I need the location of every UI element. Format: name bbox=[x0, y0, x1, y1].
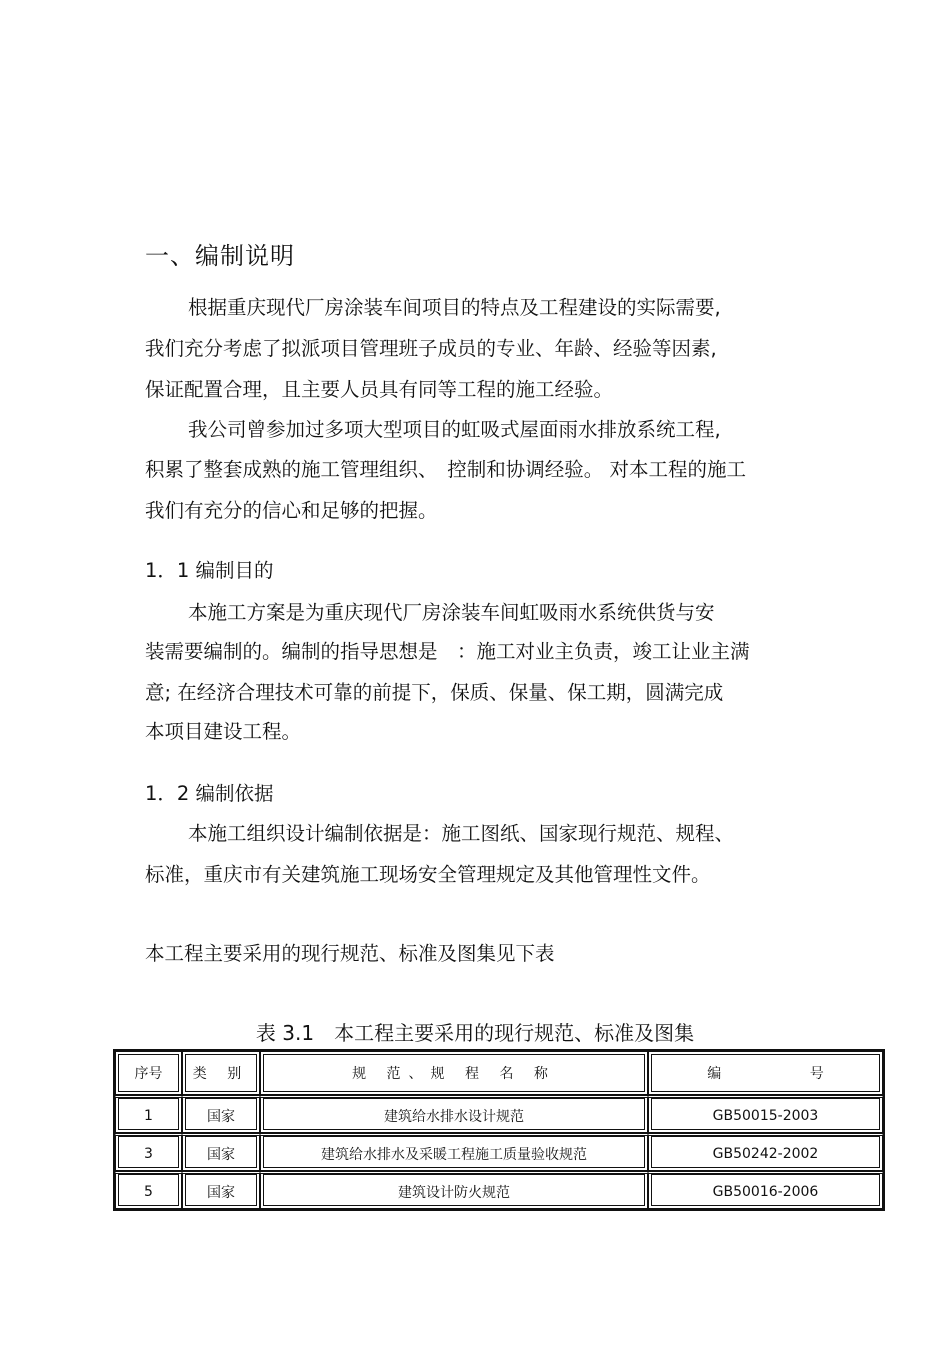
intro-p1-line-3: 保证配置合理，且主要人员具有同等工程的施工经验。 bbox=[145, 378, 614, 401]
cell-serial: 5 bbox=[115, 1171, 182, 1209]
table-row bbox=[115, 1171, 883, 1209]
purpose-line-1: 本施工方案是为重庆现代厂房涂装车间虹吸雨水系统供货与安 bbox=[188, 601, 715, 624]
header-standard-name: 规 范、规 程 名 称 bbox=[260, 1051, 648, 1095]
cell-code: GB50016-2006 bbox=[648, 1171, 883, 1209]
purpose-line-2: 装需要编制的。编制的指导思想是 ：施工对业主负责，竣工让业主满 bbox=[145, 640, 750, 663]
table-row bbox=[115, 1095, 883, 1133]
header-category: 类 别 bbox=[182, 1051, 260, 1095]
intro-p2-line-3: 我们有充分的信心和足够的把握。 bbox=[145, 499, 438, 522]
cell-category: 国家 bbox=[182, 1171, 260, 1209]
section-title: 一、编制说明 bbox=[145, 242, 295, 270]
cell-standard-name: 建筑设计防火规范 bbox=[260, 1171, 648, 1209]
header-serial: 序号 bbox=[115, 1051, 182, 1095]
cell-serial: 1 bbox=[115, 1095, 182, 1133]
cell-category: 国家 bbox=[182, 1095, 260, 1133]
cell-serial: 3 bbox=[115, 1133, 182, 1171]
cell-code: GB50242-2002 bbox=[648, 1133, 883, 1171]
basis-line-1: 本施工组织设计编制依据是：施工图纸、国家现行规范、规程、 bbox=[188, 822, 735, 845]
header-code: 编 号 bbox=[648, 1051, 883, 1095]
table-caption: 表 3.1 本工程主要采用的现行规范、标准及图集 bbox=[255, 1021, 695, 1045]
standards-table bbox=[113, 1049, 885, 1211]
cell-standard-name: 建筑给水排水设计规范 bbox=[260, 1095, 648, 1133]
cell-code: GB50015-2003 bbox=[648, 1095, 883, 1133]
purpose-line-3: 意; 在经济合理技术可靠的前提下，保质、保量、保工期，圆满完成 bbox=[145, 681, 724, 704]
subsection-title-purpose: 1．1 编制目的 bbox=[145, 559, 274, 582]
intro-p2-line-1: 我公司曾参加过多项大型项目的虹吸式屋面雨水排放系统工程, bbox=[188, 418, 721, 441]
table-row bbox=[115, 1133, 883, 1171]
table-intro-text: 本工程主要采用的现行规范、标准及图集见下表 bbox=[145, 942, 555, 965]
intro-p1-line-2: 我们充分考虑了拟派项目管理班子成员的专业、年龄、经验等因素, bbox=[145, 337, 717, 360]
cell-category: 国家 bbox=[182, 1133, 260, 1171]
cell-standard-name: 建筑给水排水及采暖工程施工质量验收规范 bbox=[260, 1133, 648, 1171]
subsection-title-basis: 1．2 编制依据 bbox=[145, 782, 274, 805]
purpose-line-4: 本项目建设工程。 bbox=[145, 720, 302, 743]
table-header-row bbox=[115, 1051, 883, 1095]
intro-p1-line-1: 根据重庆现代厂房涂装车间项目的特点及工程建设的实际需要, bbox=[188, 296, 721, 319]
basis-line-2: 标准，重庆市有关建筑施工现场安全管理规定及其他管理性文件。 bbox=[145, 863, 711, 886]
intro-p2-line-2: 积累了整套成熟的施工管理组织、 控制和协调经验。 对本工程的施工 bbox=[145, 458, 746, 481]
